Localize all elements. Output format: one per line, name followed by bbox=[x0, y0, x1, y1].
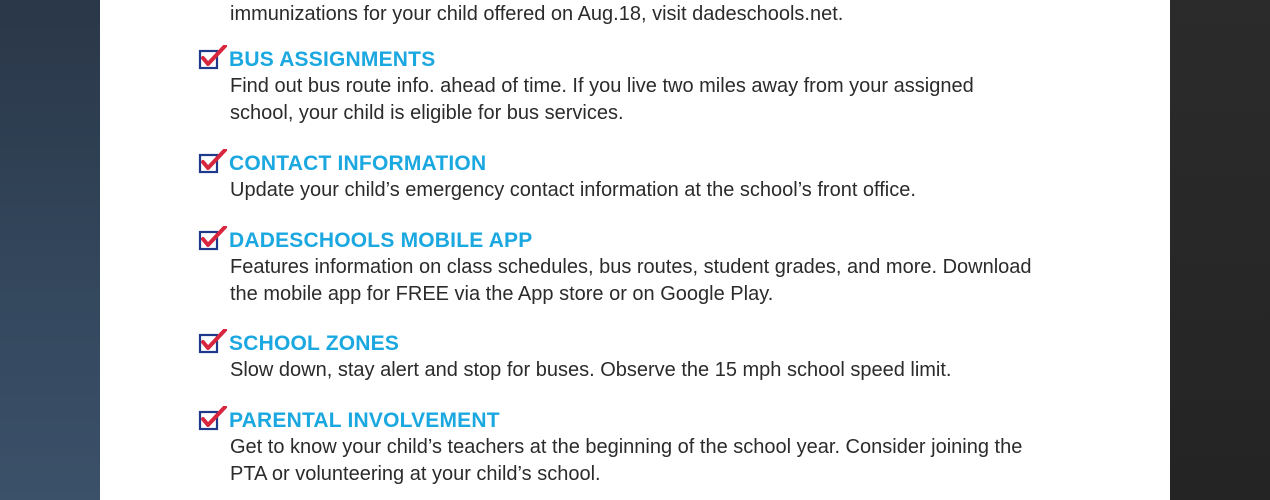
item-title: CONTACT INFORMATION bbox=[229, 152, 487, 175]
item-title: BUS ASSIGNMENTS bbox=[229, 48, 436, 71]
item-description-line: Update your child’s emergency contact information at the school’s front office. bbox=[230, 179, 916, 201]
item-title: DADESCHOOLS MOBILE APP bbox=[229, 229, 533, 252]
checklist-item-contact-information bbox=[198, 149, 1078, 204]
item-description-line: school, your child is eligible for bus services. bbox=[230, 102, 624, 124]
item-title: SCHOOL ZONES bbox=[229, 332, 400, 355]
checklist-item-mobile-app bbox=[198, 226, 1078, 308]
item-description-line: Slow down, stay alert and stop for buses. Observe the 15 mph school speed limit. bbox=[230, 359, 952, 381]
item-description-line: Features information on class schedules, bus routes, student grades, and more. Download bbox=[230, 256, 1032, 278]
checkbox-checked-icon bbox=[198, 45, 228, 71]
checkbox-checked-icon bbox=[198, 226, 228, 252]
checklist-item-parental-involvement bbox=[198, 406, 1078, 488]
checklist-item-school-zones bbox=[198, 329, 1078, 384]
item-description-line: PTA or volunteering at your child’s school. bbox=[230, 463, 601, 485]
checkbox-checked-icon bbox=[198, 406, 228, 432]
item-title: PARENTAL INVOLVEMENT bbox=[229, 409, 500, 432]
checklist-item-bus-assignments bbox=[198, 45, 1078, 127]
checkbox-checked-icon bbox=[198, 149, 228, 175]
background-right-panel bbox=[1170, 0, 1270, 500]
background-left-panel bbox=[0, 0, 100, 500]
item-description-line: the mobile app for FREE via the App store or on Google Play. bbox=[230, 283, 774, 305]
intro-text: immunizations for your child offered on Aug.18, visit dadeschools.net. bbox=[230, 3, 844, 25]
item-description-line: Find out bus route info. ahead of time. If you live two miles away from your assigned bbox=[230, 75, 974, 97]
checkbox-checked-icon bbox=[198, 329, 228, 355]
item-description-line: Get to know your child’s teachers at the beginning of the school year. Consider joining the bbox=[230, 436, 1023, 458]
document-page bbox=[100, 0, 1170, 500]
